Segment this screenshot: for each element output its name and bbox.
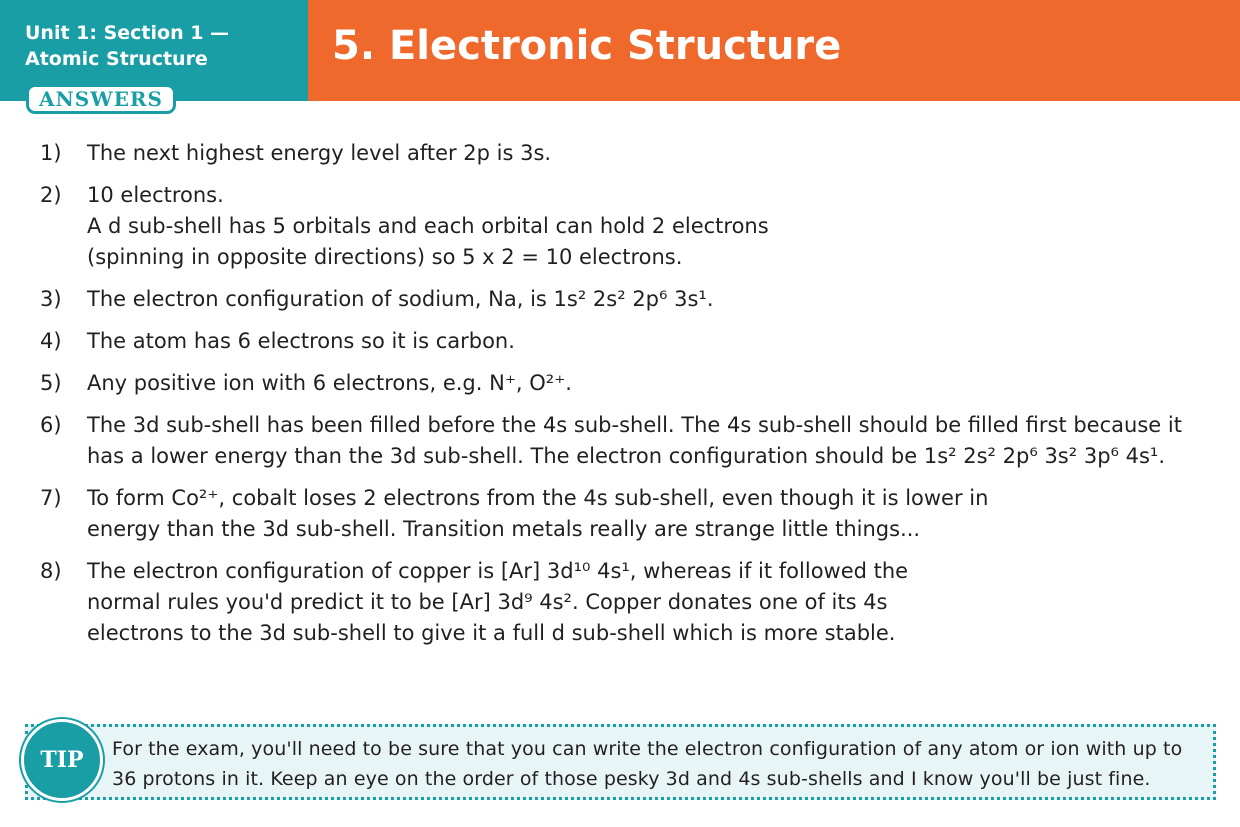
answer-list [40,138,1210,660]
answer-item [40,368,1210,399]
tip-icon-label: TIP [40,747,84,773]
answer-item [40,180,1210,273]
answer-number: 7) [40,486,62,510]
unit-section-title [25,20,305,72]
answer-text: has a lower energy than the 3d sub-shell. The electron configuration should be 1s² 2s² 2p⁶ 3s² 3p⁶ 4s¹. [87,444,1166,468]
tip-text-line: For the exam, you'll need to be sure that you can write the electron configuration of any atom or ion with up to [112,738,1183,760]
tip-text [112,734,1212,794]
answer-text: The electron configuration of sodium, Na, is 1s² 2s² 2p⁶ 3s¹. [87,287,714,311]
answer-item [40,556,1210,649]
answer-text: Any positive ion with 6 electrons, e.g. N⁺, O²⁺. [87,371,572,395]
answer-item [40,326,1210,357]
answer-text: normal rules you'd predict it to be [Ar] 3d⁹ 4s². Copper donates one of its 4s [87,590,888,614]
answer-text: (spinning in opposite directions) so 5 x 2 = 10 electrons. [87,245,683,269]
answer-text: The 3d sub-shell has been filled before the 4s sub-shell. The 4s sub-shell should be filled first because it [87,413,1182,437]
answer-item [40,138,1210,169]
answer-number: 1) [40,141,62,165]
answer-text: To form Co²⁺, cobalt loses 2 electrons from the 4s sub-shell, even though it is lower in [87,486,989,510]
unit-title-line: Atomic Structure [25,48,208,70]
answer-text: electrons to the 3d sub-shell to give it a full d sub-shell which is more stable. [87,621,896,645]
answer-number: 4) [40,329,62,353]
answers-badge: ANSWERS [26,84,176,114]
page-title: 5. Electronic Structure [332,23,842,69]
answer-number: 5) [40,371,62,395]
answer-text: energy than the 3d sub-shell. Transition metals really are strange little things... [87,517,921,541]
answer-text: The atom has 6 electrons so it is carbon. [87,329,515,353]
answer-item [40,410,1210,472]
answer-text: The next highest energy level after 2p is 3s. [87,141,552,165]
answer-item [40,284,1210,315]
answer-number: 8) [40,559,62,583]
answer-number: 6) [40,413,62,437]
answer-number: 3) [40,287,62,311]
tip-icon [21,719,103,801]
tip-text-line: 36 protons in it. Keep an eye on the order of those pesky 3d and 4s sub-shells and I know you'll be just fine. [112,768,1151,790]
answer-text: 10 electrons. [87,183,224,207]
answer-text: A d sub-shell has 5 orbitals and each orbital can hold 2 electrons [87,214,769,238]
answer-item [40,483,1210,545]
answer-text: The electron configuration of copper is [Ar] 3d¹⁰ 4s¹, whereas if it followed the [87,559,909,583]
answer-number: 2) [40,183,62,207]
header-title-panel [308,0,1240,101]
unit-title-line: Unit 1: Section 1 — [25,22,230,44]
